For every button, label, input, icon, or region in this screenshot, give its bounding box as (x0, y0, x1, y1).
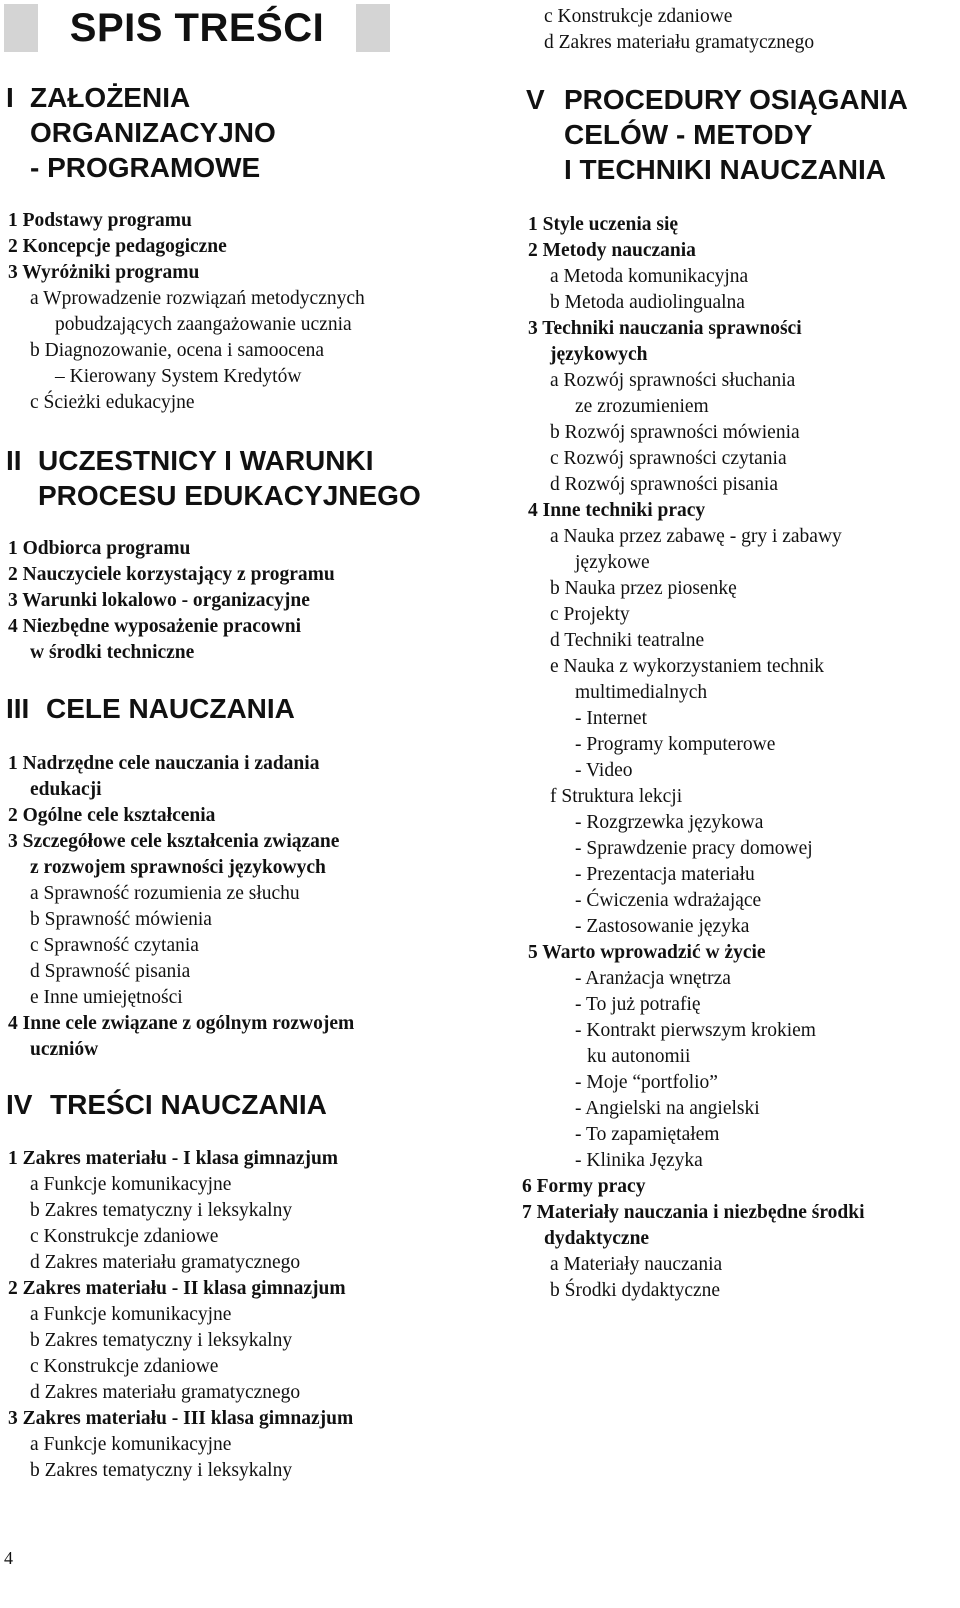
section-number: II (6, 445, 22, 476)
title-bar (4, 4, 390, 52)
page-number: 4 (4, 1548, 13, 1568)
toc-item[interactable]: e Inne umiejętności (30, 987, 183, 1008)
section-number: V (526, 84, 545, 115)
toc-item[interactable]: c Konstrukcje zdaniowe (544, 6, 733, 27)
toc-item[interactable]: d Zakres materiału gramatycznego (30, 1252, 301, 1273)
toc-item[interactable]: 2 Nauczyciele korzystający z programu (8, 564, 335, 585)
toc-item[interactable]: a Metoda komunikacyjna (550, 266, 749, 287)
toc-item[interactable]: 2 Koncepcje pedagogiczne (8, 236, 227, 257)
section-title-line: TREŚCI NAUCZANIA (50, 1089, 327, 1120)
toc-item[interactable]: 2 Zakres materiału - II klasa gimnazjum (8, 1278, 346, 1299)
toc-item[interactable]: - Rozgrzewka językowa (575, 812, 764, 833)
toc-item[interactable]: c Konstrukcje zdaniowe (30, 1226, 219, 1247)
toc-item[interactable]: a Wprowadzenie rozwiązań metodycznych (30, 288, 365, 309)
toc-item: dydaktyczne (544, 1228, 650, 1249)
toc-item[interactable]: 3 Zakres materiału - III klasa gimnazjum (8, 1408, 354, 1429)
toc-item[interactable]: a Funkcje komunikacyjne (30, 1304, 232, 1325)
toc-item[interactable]: 3 Szczegółowe cele kształcenia związane (8, 831, 340, 852)
toc-item[interactable]: a Rozwój sprawności słuchania (550, 370, 796, 391)
toc-item: edukacji (30, 779, 102, 800)
toc-item[interactable]: - To już potrafię (575, 994, 701, 1015)
section-title-line: - PROGRAMOWE (30, 152, 261, 183)
toc-item[interactable]: b Zakres tematyczny i leksykalny (30, 1460, 293, 1481)
toc-list-2 (8, 536, 335, 666)
toc-item[interactable]: d Techniki teatralne (550, 630, 705, 651)
toc-item: multimedialnych (575, 682, 708, 703)
toc-item[interactable]: b Sprawność mówienia (30, 909, 212, 930)
toc-list-3 (8, 751, 354, 1063)
toc-item[interactable]: - Ćwiczenia wdrażające (575, 890, 762, 911)
toc-item[interactable]: 3 Wyróżniki programu (8, 262, 200, 283)
toc-item[interactable]: 1 Nadrzędne cele nauczania i zadania (8, 753, 320, 774)
toc-item[interactable]: a Funkcje komunikacyjne (30, 1174, 232, 1195)
toc-item[interactable]: 6 Formy pracy (522, 1176, 646, 1197)
toc-item[interactable]: d Zakres materiału gramatycznego (544, 32, 815, 53)
toc-item[interactable]: 1 Zakres materiału - I klasa gimnazjum (8, 1148, 339, 1169)
toc-item[interactable]: 4 Inne techniki pracy (528, 500, 706, 521)
toc-item[interactable]: b Diagnozowanie, ocena i samoocena (30, 340, 325, 361)
toc-item[interactable]: a Nauka przez zabawę - gry i zabawy (550, 526, 842, 547)
toc-item[interactable]: 3 Techniki nauczania sprawności (528, 318, 802, 339)
toc-item[interactable]: - Klinika Języka (575, 1150, 703, 1171)
section-title-line: ZAŁOŻENIA (30, 82, 191, 113)
toc-item[interactable]: - Sprawdzenie pracy domowej (575, 838, 813, 859)
toc-item[interactable]: a Sprawność rozumienia ze słuchu (30, 883, 300, 904)
toc-item[interactable]: 5 Warto wprowadzić w życie (528, 942, 766, 963)
toc-item[interactable]: d Sprawność pisania (30, 961, 191, 982)
toc-item[interactable]: 4 Niezbędne wyposażenie pracowni (8, 616, 302, 637)
toc-item: w środki techniczne (30, 642, 195, 663)
toc-item: językowych (550, 344, 648, 365)
section-title-line: I TECHNIKI NAUCZANIA (564, 154, 886, 185)
section-title-line: PROCESU EDUKACYJNEGO (38, 480, 421, 511)
toc-item[interactable]: - Kontrakt pierwszym krokiem (575, 1020, 816, 1041)
toc-list-5 (522, 212, 865, 1304)
toc-item[interactable]: b Metoda audiolingualna (550, 292, 745, 313)
toc-item[interactable]: 7 Materiały nauczania i niezbędne środki (522, 1202, 865, 1223)
toc-item[interactable]: b Zakres tematyczny i leksykalny (30, 1200, 293, 1221)
toc-item[interactable]: 2 Ogólne cele kształcenia (8, 805, 216, 826)
toc-item[interactable]: a Funkcje komunikacyjne (30, 1434, 232, 1455)
toc-item[interactable]: - Angielski na angielski (575, 1098, 760, 1119)
toc-item[interactable]: - Video (575, 760, 633, 781)
section-title-line: UCZESTNICY I WARUNKI (38, 445, 374, 476)
section-title-line: CELÓW - METODY (564, 119, 813, 150)
toc-item[interactable]: b Rozwój sprawności mówienia (550, 422, 800, 443)
toc-item: uczniów (30, 1039, 99, 1060)
toc-item[interactable]: d Zakres materiału gramatycznego (30, 1382, 301, 1403)
toc-item: pobudzających zaangażowanie ucznia (55, 314, 352, 335)
toc-list-0 (522, 4, 814, 56)
toc-item[interactable]: c Projekty (550, 604, 630, 625)
toc-item[interactable]: c Rozwój sprawności czytania (550, 448, 787, 469)
page-title: SPIS TREŚCI (69, 6, 325, 50)
toc-item[interactable]: - Prezentacja materiału (575, 864, 755, 885)
toc-item[interactable]: d Rozwój sprawności pisania (550, 474, 779, 495)
toc-item[interactable]: - Programy komputerowe (575, 734, 776, 755)
section-title-line: CELE NAUCZANIA (46, 693, 295, 724)
toc-item[interactable]: - Zastosowanie języka (575, 916, 750, 937)
section-number: I (6, 82, 14, 113)
toc-item[interactable]: b Zakres tematyczny i leksykalny (30, 1330, 293, 1351)
toc-list-1 (8, 208, 365, 416)
toc-item: ku autonomii (587, 1046, 691, 1067)
toc-item[interactable]: 4 Inne cele związane z ogólnym rozwojem (8, 1013, 355, 1034)
toc-item[interactable]: - Internet (575, 708, 648, 729)
section-title-line: ORGANIZACYJNO (30, 117, 276, 148)
toc-item[interactable]: - Aranżacja wnętrza (575, 968, 731, 989)
toc-item[interactable]: 3 Warunki lokalowo - organizacyjne (8, 590, 310, 611)
toc-item[interactable]: c Konstrukcje zdaniowe (30, 1356, 219, 1377)
toc-item[interactable]: 1 Odbiorca programu (8, 538, 191, 559)
section-number: IV (6, 1089, 33, 1120)
section-number: III (6, 693, 30, 724)
toc-item[interactable]: 1 Podstawy programu (8, 210, 192, 231)
toc-item[interactable]: b Środki dydaktyczne (550, 1280, 721, 1301)
toc-item[interactable]: - Moje “portfolio” (575, 1072, 718, 1093)
toc-item: z rozwojem sprawności językowych (30, 857, 326, 878)
toc-item[interactable]: 1 Style uczenia się (528, 214, 679, 235)
toc-item[interactable]: 2 Metody nauczania (528, 240, 696, 261)
toc-item[interactable]: - To zapamiętałem (575, 1124, 720, 1145)
toc-item[interactable]: c Ścieżki edukacyjne (30, 392, 195, 413)
toc-item[interactable]: c Sprawność czytania (30, 935, 199, 956)
toc-item[interactable]: f Struktura lekcji (550, 786, 683, 807)
toc-item[interactable]: e Nauka z wykorzystaniem technik (550, 656, 824, 677)
toc-item: językowe (575, 552, 650, 573)
toc-item[interactable]: a Materiały nauczania (550, 1254, 723, 1275)
toc-list-4 (8, 1146, 353, 1484)
toc-item[interactable]: b Nauka przez piosenkę (550, 578, 737, 599)
section-title-line: PROCEDURY OSIĄGANIA (564, 84, 908, 115)
toc-item: – Kierowany System Kredytów (55, 366, 302, 387)
toc-item: ze zrozumieniem (575, 396, 709, 417)
